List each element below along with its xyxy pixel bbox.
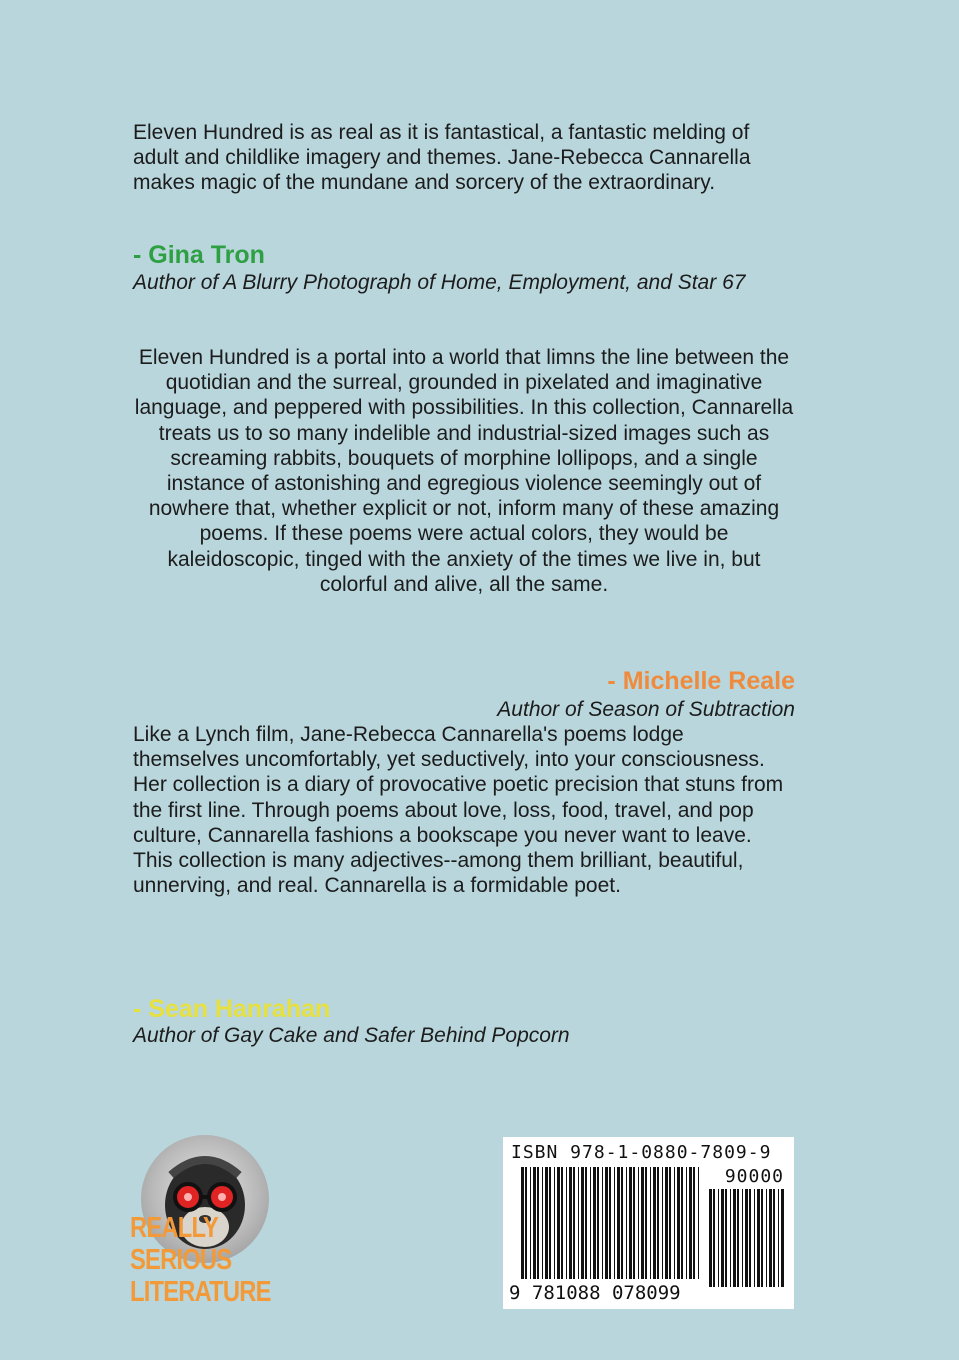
barcode-bar [653,1167,656,1279]
barcode-bar [621,1167,623,1279]
barcode-bar [737,1189,739,1287]
barcode-bar [781,1189,784,1287]
barcode-bar [718,1189,719,1287]
barcode-bar [721,1189,724,1287]
barcode-bar [605,1167,608,1279]
logo-word-really: REALLY [130,1212,219,1244]
barcode-bar [769,1189,772,1287]
barcode-bar [566,1167,567,1279]
barcode-bar [669,1167,671,1279]
barcode-bar [578,1167,579,1279]
barcode-bar [626,1167,627,1279]
barcode-bar [617,1167,620,1279]
barcode-bar [525,1167,527,1279]
blurb-1-text: Eleven Hundred is as real as it is fantastical, a fantastic melding of adult and childlike imagery and themes. Jane-Rebecca Cannarella makes magic of the mundane and sorcery of the extraordinary. [133,121,751,195]
barcode-bar [761,1189,763,1287]
barcode-bar [725,1189,727,1287]
barcode-bar [530,1167,531,1279]
barcode-bar [650,1167,651,1279]
barcode-bar [569,1167,572,1279]
barcode-bar [677,1167,680,1279]
isbn-label: ISBN 978-1-0880-7809-9 [511,1142,772,1163]
barcode-bar [561,1167,563,1279]
barcode-bar [557,1167,560,1279]
barcode-bar [573,1167,575,1279]
barcode-bar [665,1167,668,1279]
barcode-bar [686,1167,687,1279]
barcode-bar [581,1167,584,1279]
blurb-1-author: - Gina Tron [133,241,265,269]
barcode-bar [733,1189,736,1287]
barcode-bar [590,1167,591,1279]
barcode-bar [597,1167,599,1279]
blurb-2-credit: Author of Season of Subtraction [497,698,795,721]
isbn-barcode [503,1137,794,1309]
barcode-bar [645,1167,647,1279]
barcode-bar [681,1167,683,1279]
logo-word-serious: SERIOUS [130,1244,232,1276]
barcode-bar [662,1167,663,1279]
barcode-bar [766,1189,767,1287]
barcode-bar [633,1167,635,1279]
barcode-bar [730,1189,731,1287]
barcode-bar [713,1189,715,1287]
barcode-bar [629,1167,632,1279]
barcode-bar [602,1167,603,1279]
barcode-bar [585,1167,587,1279]
barcode-bar [778,1189,779,1287]
barcode-addon-digits: 90000 [724,1166,784,1187]
barcode-bar [689,1167,692,1279]
barcode-bar [533,1167,536,1279]
barcode-bar [754,1189,755,1287]
barcode-bar [657,1167,659,1279]
blurb-2-author: - Michelle Reale [607,667,795,695]
logo-word-literature: LITERATURE [130,1276,271,1308]
blurb-1-credit: Author of A Blurry Photograph of Home, Employment, and Star 67 [133,271,746,294]
barcode-bar [757,1189,760,1287]
barcode-bar [554,1167,555,1279]
blurb-2-text: Eleven Hundred is a portal into a world that limns the line between the quotidian and the surreal, grounded in pixelated and imaginative language, and peppered with possibilities. In this collection, Cannarella treats us to so many indelible and industrial-sized images such as screaming rabbits, bouquets of morphine lollipops, and a single instance of astonishing and egregious violence seemingly out of nowhere that, whether explicit or not, inform many of these amazing poems. If these poems were actual colors, they would be kaleidoscopic, tinged with the anxiety of the times we live in, but colorful and alive, all the same. [134,346,794,596]
barcode-ean-digits: 9 781088 078099 [509,1282,681,1304]
barcode-bar [638,1167,639,1279]
barcode-bar [698,1167,699,1279]
barcode-bar [773,1189,775,1287]
publisher-logo [125,1135,285,1315]
barcode-bar [614,1167,615,1279]
barcode-bar [674,1167,675,1279]
blurb-3-credit: Author of Gay Cake and Safer Behind Popcorn [133,1024,570,1047]
barcode-bar [693,1167,695,1279]
barcode-bar [749,1189,751,1287]
barcode-bar [521,1167,524,1279]
blurb-3-author: - Sean Hanrahan [133,995,331,1023]
barcode-bar [609,1167,611,1279]
barcode-bar [709,1189,712,1287]
barcode-bar [742,1189,743,1287]
barcode-bar [537,1167,539,1279]
barcode-bar [545,1167,548,1279]
barcode-bar [745,1189,748,1287]
barcode-bar [542,1167,543,1279]
barcode-bar [593,1167,596,1279]
barcode-bar [641,1167,644,1279]
barcode-bar [549,1167,551,1279]
blurb-3-text: Like a Lynch film, Jane-Rebecca Cannarella's poems lodge themselves uncomfortably, yet seductively, into your consciousness. Her collection is a diary of provocative poetic precision that stuns from the first line. Through poems about love, loss, food, travel, and pop culture, Cannarella fashions a bookscape you never want to leave. This collection is many adjectives--among them brilliant, beautiful, unnerving, and real. Cannarella is a formidable poet. [133,723,784,898]
